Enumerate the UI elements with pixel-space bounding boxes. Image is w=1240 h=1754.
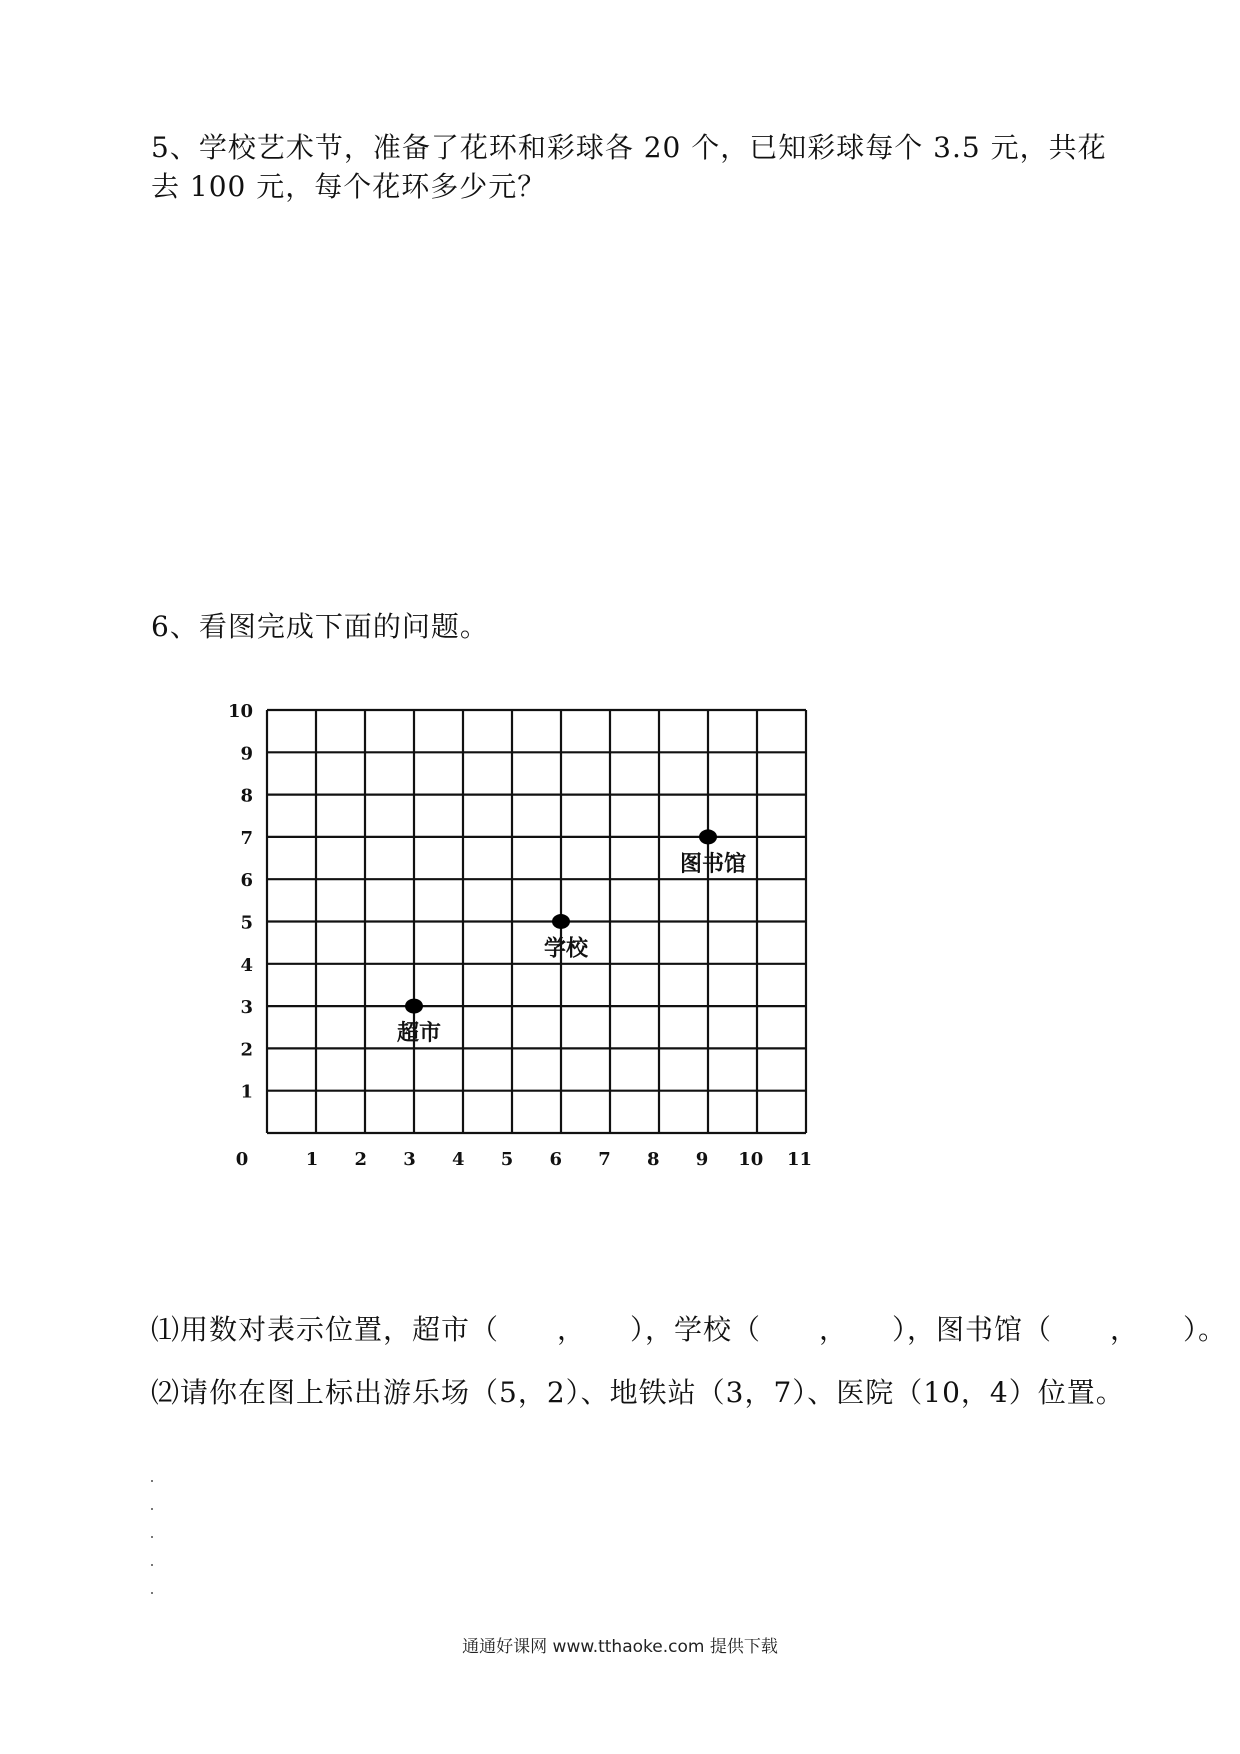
grid-lines [267, 710, 806, 1133]
point-label: 图书馆 [679, 850, 747, 877]
question-5-line-1: 5、学校艺术节，准备了花环和彩球各 20 个，已知彩球每个 3.5 元，共花 [151, 131, 1107, 164]
y-tick-label: 4 [240, 954, 253, 976]
y-tick-label: 2 [240, 1039, 253, 1061]
coordinate-grid-chart [220, 690, 840, 1180]
y-tick-label: 10 [227, 701, 253, 722]
coordinate-grid-figure [220, 690, 840, 1184]
x-tick-label: 2 [354, 1149, 368, 1170]
footer-credit: 通通好课网 www.tthaoke.com 提供下载 [462, 1637, 778, 1657]
x-tick-label: 1 [305, 1149, 319, 1170]
question-5-line-2: 去 100 元，每个花环多少元？ [151, 170, 547, 203]
margin-dot [151, 1508, 153, 1510]
y-tick-label: 3 [240, 997, 253, 1019]
point-marker [699, 829, 717, 844]
y-tick-label: 7 [240, 827, 253, 849]
margin-dot [151, 1480, 153, 1482]
x-tick-label: 7 [598, 1149, 611, 1170]
x-tick-label: 11 [787, 1149, 813, 1170]
point-label: 超市 [396, 1020, 442, 1047]
point-label: 学校 [543, 935, 589, 962]
y-tick-label: 9 [240, 743, 253, 765]
y-tick-label: 1 [240, 1081, 253, 1103]
x-tick-label: 5 [500, 1149, 514, 1170]
x-tick-label: 10 [738, 1149, 764, 1170]
x-tick-label: 4 [451, 1149, 465, 1170]
margin-dot [151, 1536, 153, 1538]
x-tick-label: 9 [695, 1149, 709, 1170]
y-tick-label: 8 [240, 785, 253, 807]
x-tick-label: 6 [549, 1149, 563, 1170]
x-tick-label: 3 [403, 1149, 416, 1170]
margin-dot [151, 1564, 153, 1566]
margin-dot [151, 1592, 153, 1594]
y-tick-label: 5 [240, 912, 253, 934]
question-6-part-1: ⑴用数对表示位置，超市（ ， ），学校（ ， ），图书馆（ ， ）。 [151, 1313, 1228, 1346]
question-6-heading: 6、看图完成下面的问题。 [151, 610, 489, 643]
question-6-part-2: ⑵请你在图上标出游乐场（5，2）、地铁站（3，7）、医院（10，4）位置。 [151, 1376, 1125, 1409]
point-marker [552, 914, 570, 929]
x-tick-label: 8 [647, 1149, 660, 1170]
point-marker [405, 999, 423, 1014]
x-tick-label: 0 [235, 1149, 249, 1170]
x-axis-ticks [236, 1149, 812, 1170]
data-points [397, 829, 746, 1046]
y-axis-ticks [228, 701, 253, 1103]
y-tick-label: 6 [240, 870, 253, 892]
